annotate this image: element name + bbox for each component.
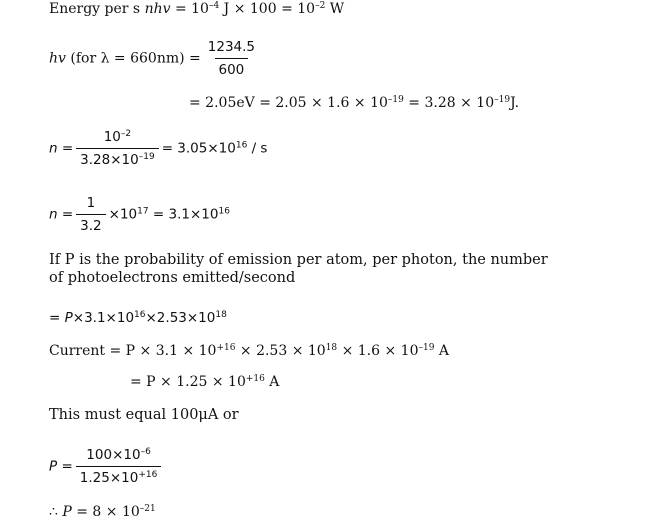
exponent: +16	[138, 470, 158, 480]
text: = 8 × 10	[71, 504, 140, 520]
numerator: 1234.5	[207, 39, 256, 55]
text: = 2.05eV = 2.05 × 1.6 × 10	[189, 95, 388, 111]
atom-count-fraction	[76, 194, 105, 235]
exponent: –2	[315, 1, 326, 11]
exponent: –4	[208, 1, 220, 11]
text: (for λ = 660nm) =	[65, 50, 201, 67]
text: 3.28×10	[80, 152, 139, 168]
numerator: 1	[86, 195, 96, 211]
text: ×2.53×10	[145, 310, 216, 326]
result: = 3.05×10	[161, 140, 236, 157]
text: ×10	[108, 206, 138, 223]
atom-count-line	[49, 194, 230, 235]
text: × 1.6 × 10	[337, 343, 419, 359]
text: 10	[103, 129, 121, 145]
text: W	[325, 1, 345, 17]
current-line	[49, 342, 449, 360]
n-symbol: n	[49, 140, 58, 157]
denominator: 3.2	[76, 214, 105, 235]
numerator	[100, 128, 135, 148]
energy-per-second-line	[49, 0, 344, 18]
therefore-symbol: ∴	[49, 504, 63, 520]
text: Energy per s	[49, 1, 145, 17]
text: J × 100 = 10	[219, 1, 316, 17]
exponent: 16	[235, 140, 248, 151]
exponent: +16	[216, 343, 236, 353]
text: 100×10	[86, 447, 141, 463]
photon-rate-line	[49, 128, 267, 169]
exponent: 16	[134, 310, 146, 320]
p-symbol: P	[62, 504, 72, 520]
probability-equation-line	[49, 446, 164, 487]
text: A	[264, 374, 280, 390]
final-probability-line	[49, 503, 156, 521]
exponent: +16	[245, 374, 265, 384]
equals: =	[57, 458, 73, 475]
denominator: 600	[215, 58, 249, 79]
exponent: –19	[387, 95, 404, 105]
exponent: –2	[120, 129, 132, 139]
exponent: –21	[139, 504, 156, 514]
unit: / s	[247, 140, 268, 157]
p-symbol: P	[49, 458, 58, 475]
exponent: –19	[418, 343, 435, 353]
photon-rate-fraction	[76, 128, 159, 169]
current-simplified-line	[130, 373, 279, 391]
equality-statement-line: This must equal 100μA or	[49, 407, 239, 423]
denominator	[76, 148, 159, 169]
photon-energy-fraction	[204, 38, 259, 79]
result: = 3.1×10	[148, 206, 219, 223]
text: ×3.1×10	[72, 310, 135, 326]
text: A	[434, 343, 449, 359]
exponent: –19	[494, 95, 511, 105]
text: = P × 1.25 × 10	[130, 374, 246, 390]
equals: =	[57, 140, 74, 157]
exponent: 16	[218, 206, 230, 217]
text: J.	[510, 95, 520, 111]
n-symbol: n	[49, 206, 58, 223]
equals: =	[57, 206, 74, 223]
text: 1.25×10	[79, 470, 139, 486]
photon-energy-line	[49, 38, 262, 79]
text: = 10	[170, 1, 209, 17]
text: × 2.53 × 10	[235, 343, 326, 359]
exponent: 17	[137, 206, 149, 217]
exponent: 18	[215, 310, 227, 320]
nhv-symbol: nhv	[144, 1, 171, 17]
hv-symbol: hv	[49, 50, 66, 67]
text: = 3.28 × 10	[403, 95, 495, 111]
emission-rate-line	[49, 309, 227, 327]
ev-conversion-line	[189, 94, 519, 112]
denominator	[76, 466, 162, 487]
text: Current = P × 3.1 × 10	[49, 343, 217, 359]
exponent: 18	[325, 343, 338, 353]
numerator	[82, 446, 155, 466]
exponent: –19	[138, 152, 155, 162]
p-symbol: P	[64, 310, 73, 326]
equals: =	[49, 310, 65, 326]
probability-paragraph-line-2: of photoelectrons emitted/second	[49, 270, 296, 286]
probability-fraction	[76, 446, 162, 487]
probability-paragraph-line-1: If P is the probability of emission per atom, per photon, the number	[49, 252, 548, 268]
exponent: –6	[140, 447, 151, 457]
